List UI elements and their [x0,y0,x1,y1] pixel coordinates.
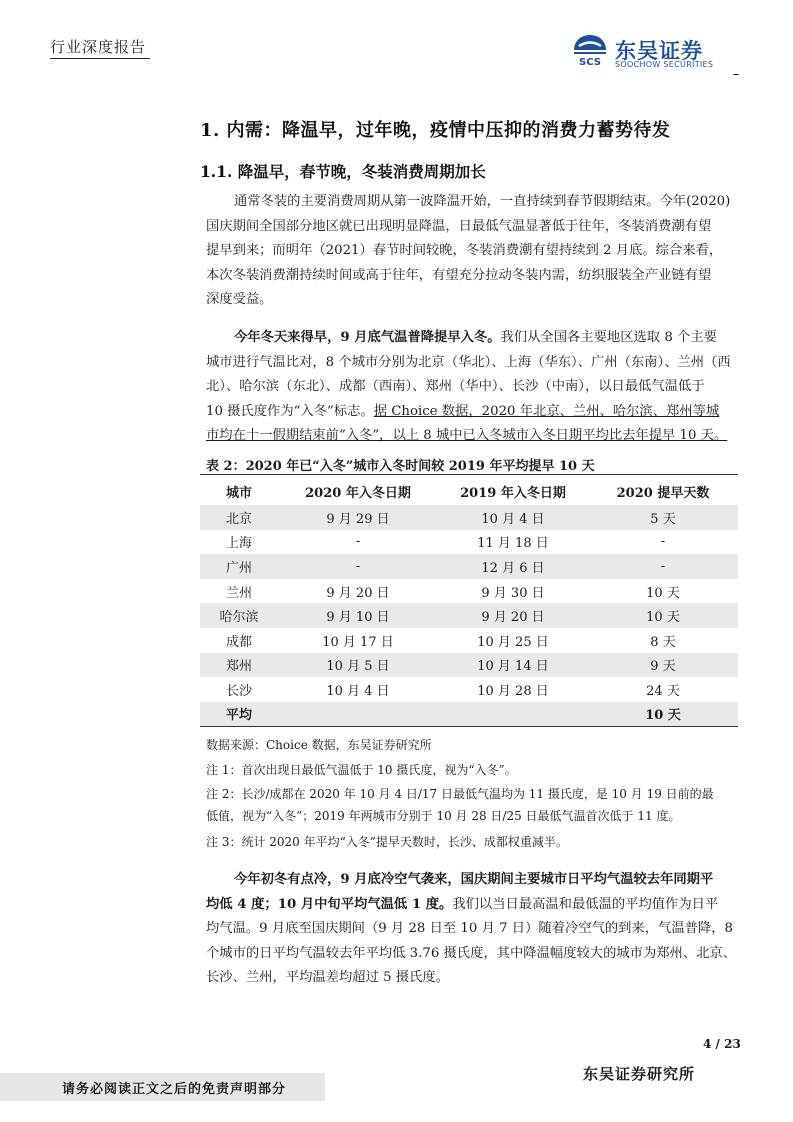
para-line: 提早到来；而明年（2021）春节时间较晚，冬装消费潮有望持续到 2 月底。综合来看， [206,243,723,258]
subsection-heading: 1.1. 降温早，春节晚，冬装消费周期加长 [200,162,486,181]
table-cell: 10 天 [588,702,738,727]
table-cell: 9 月 20 日 [326,585,390,601]
table-cell: 10 月 14 日 [438,653,588,678]
table-cell: 郑州 [200,653,278,678]
note-1: 注 1：首次出现日最低气温低于 10 摄氏度，视为“入冬”。 [206,763,517,777]
table-cell: 10 月 17 日 [322,634,394,650]
page-number: 4 / 23 [703,1037,741,1051]
table-cell: 10 月 25 日 [477,634,549,650]
para-bold-lead: 今年初冬有点冷，9 月底冷空气袭来，国庆期间主要城市日平均气温较去年同期平 [234,872,714,887]
table-cell: 10 月 28 日 [477,683,549,699]
para-line: 均气温。9 月底至国庆期间（9 月 28 日至 10 月 7 日）随着冷空气的到来，气温普降，8 [206,921,733,936]
table-cell: 12 月 6 日 [438,554,588,579]
para-line: 城市进行气温比对，8 个城市分别为北京（华北）、上海（华东）、广州（东南）、兰州（西 [206,354,731,370]
table-row [200,579,738,604]
para-line: 深度受益。 [206,292,273,307]
table-header-cell: 城市 [200,477,278,505]
para-line: 通常冬装的主要消费周期从第一波降温开始，一直持续到春节假期结束。今年(2020) [234,194,731,209]
table-cell: 10 天 [588,603,738,628]
para-line: 10 摄氏度作为“入冬”标志。据 Choice 数据，2020 年北京、兰州、哈尔滨、郑州等城 [206,403,720,419]
table-header-cell: 2019 年入冬日期 [438,477,588,505]
company-logo [571,33,739,73]
section-heading: 1. 内需：降温早，过年晚，疫情中压抑的消费力蓄势待发 [200,120,671,141]
note-3: 注 3：统计 2020 年平均“入冬”提早天数时，长沙、成都权重减半。 [206,835,568,849]
table-cell: 5 天 [588,505,738,530]
header-dash [733,74,739,75]
table-cell: 9 月 10 日 [278,603,438,628]
table-cell: - [278,554,438,579]
table-cell: 广州 [200,554,278,579]
para-line: 今年冬天来得早，9 月底气温普降提早入冬。我们从全国各主要地区选取 8 个主要 [234,330,717,345]
table-row-average [200,702,738,727]
table-row [200,505,738,530]
table-cell: 平均 [200,702,278,727]
table-cell: 24 天 [646,683,680,699]
table-cell: 9 月 29 日 [278,505,438,530]
para-bold-lead: 今年冬天来得早，9 月底气温普降提早入冬。 [234,330,501,345]
footer-disclaimer: 请务必阅读正文之后的免责声明部分 [62,1082,287,1097]
table-cell: 8 天 [650,634,676,650]
logo-en-text: SOOCHOW SECURITIES [615,60,714,69]
para-line: 北）、哈尔滨（东北）、成都（西南）、郑州（华中）、长沙（中南），以日最低气温低于 [206,379,705,394]
note-2: 注 2：长沙/成都在 2020 年 10 月 4 日/17 日最低气温均为 11 摄氏度，是 10 月 19 日前的最 低值，视为“入冬”；2019 年两城市分别于 10 月 28 日/25 日最低气温首次低于 11 度。 [206,787,714,823]
table-cell: 长沙 [225,683,252,699]
report-type-label: 行业深度报告 [50,38,147,56]
para-line: 国庆期间全国部分地区就已出现明显降温，日最低气温显著低于往年，冬装消费潮有望 [206,218,712,234]
table-cell: - [660,534,666,550]
underlined-text: 据 Choice 数据，2020 年北京、兰州、哈尔滨、郑州等城 [373,403,720,419]
table-header-cell: 2020 年入冬日期 [278,477,438,505]
table-caption: 表 2：2020 年已“入冬”城市入冬时间较 2019 年平均提早 10 天 [206,459,595,474]
table-top-rule [200,474,738,475]
para-bold-lead: 均低 4 度；10 月中旬平均气温低 1 度。 [206,896,453,912]
table-row [200,554,738,579]
table-cell: 10 月 4 日 [438,505,588,530]
table-cell: - [355,534,361,550]
table-cell: 10 月 4 日 [326,683,390,699]
paragraph-early-winter [206,326,742,449]
para-line: 本次冬装消费潮持续时间或高于往年，有望充分拉动冬装内需，纺织服装全产业链有望 [206,267,712,283]
table-cell: 哈尔滨 [200,603,278,628]
table-cell: 9 天 [588,653,738,678]
para-line: 长沙、兰州，平均温差均超过 5 摄氏度。 [206,970,449,985]
table-row [200,603,738,628]
table-header-cell: 2020 提早天数 [588,477,738,505]
para-line: 均低 4 度；10 月中旬平均气温低 1 度。我们以当日最高温和最低温的平均值作为日平 [206,896,719,912]
table-cell: - [588,554,738,579]
table-cell: 上海 [225,536,252,552]
para-line: 个城市的日平均气温较去年平均低 3.76 摄氏度，其中降温幅度较大的城市为郑州、北京、 [206,945,737,961]
table-cell: 兰州 [225,585,252,601]
table-cell: 10 天 [646,585,680,601]
footer-org-name: 东吴证券研究所 [583,1065,696,1083]
logo-mark-text: SCS [579,57,601,68]
table-row [200,677,738,702]
paragraph-intro [206,190,742,313]
table-cell [438,702,588,727]
table-row [200,653,738,678]
table-header-row [200,477,738,505]
para-line [206,868,742,893]
table-cell: 北京 [200,505,278,530]
paragraph-cold-early-winter [206,868,742,991]
winter-onset-table [200,477,738,727]
logo-mark-icon [571,33,609,71]
logo-cn-text: 东吴证券 [615,39,703,63]
table-row [200,530,738,555]
header-underline [50,58,150,59]
table-row [200,628,738,653]
data-source-note: 数据来源：Choice 数据，东吴证券研究所 [206,738,432,752]
table-cell: 10 月 5 日 [278,653,438,678]
table-cell: 成都 [225,634,252,650]
table-cell: 9 月 30 日 [481,585,545,601]
table-cell: 9 月 20 日 [438,603,588,628]
para-line: 市均在十一假期结束前“入冬”，以上 8 城中已入冬城市入冬日期平均比去年提早 10 天。 [206,428,728,443]
table-cell [278,702,438,727]
table-cell: 11 月 18 日 [477,536,549,552]
